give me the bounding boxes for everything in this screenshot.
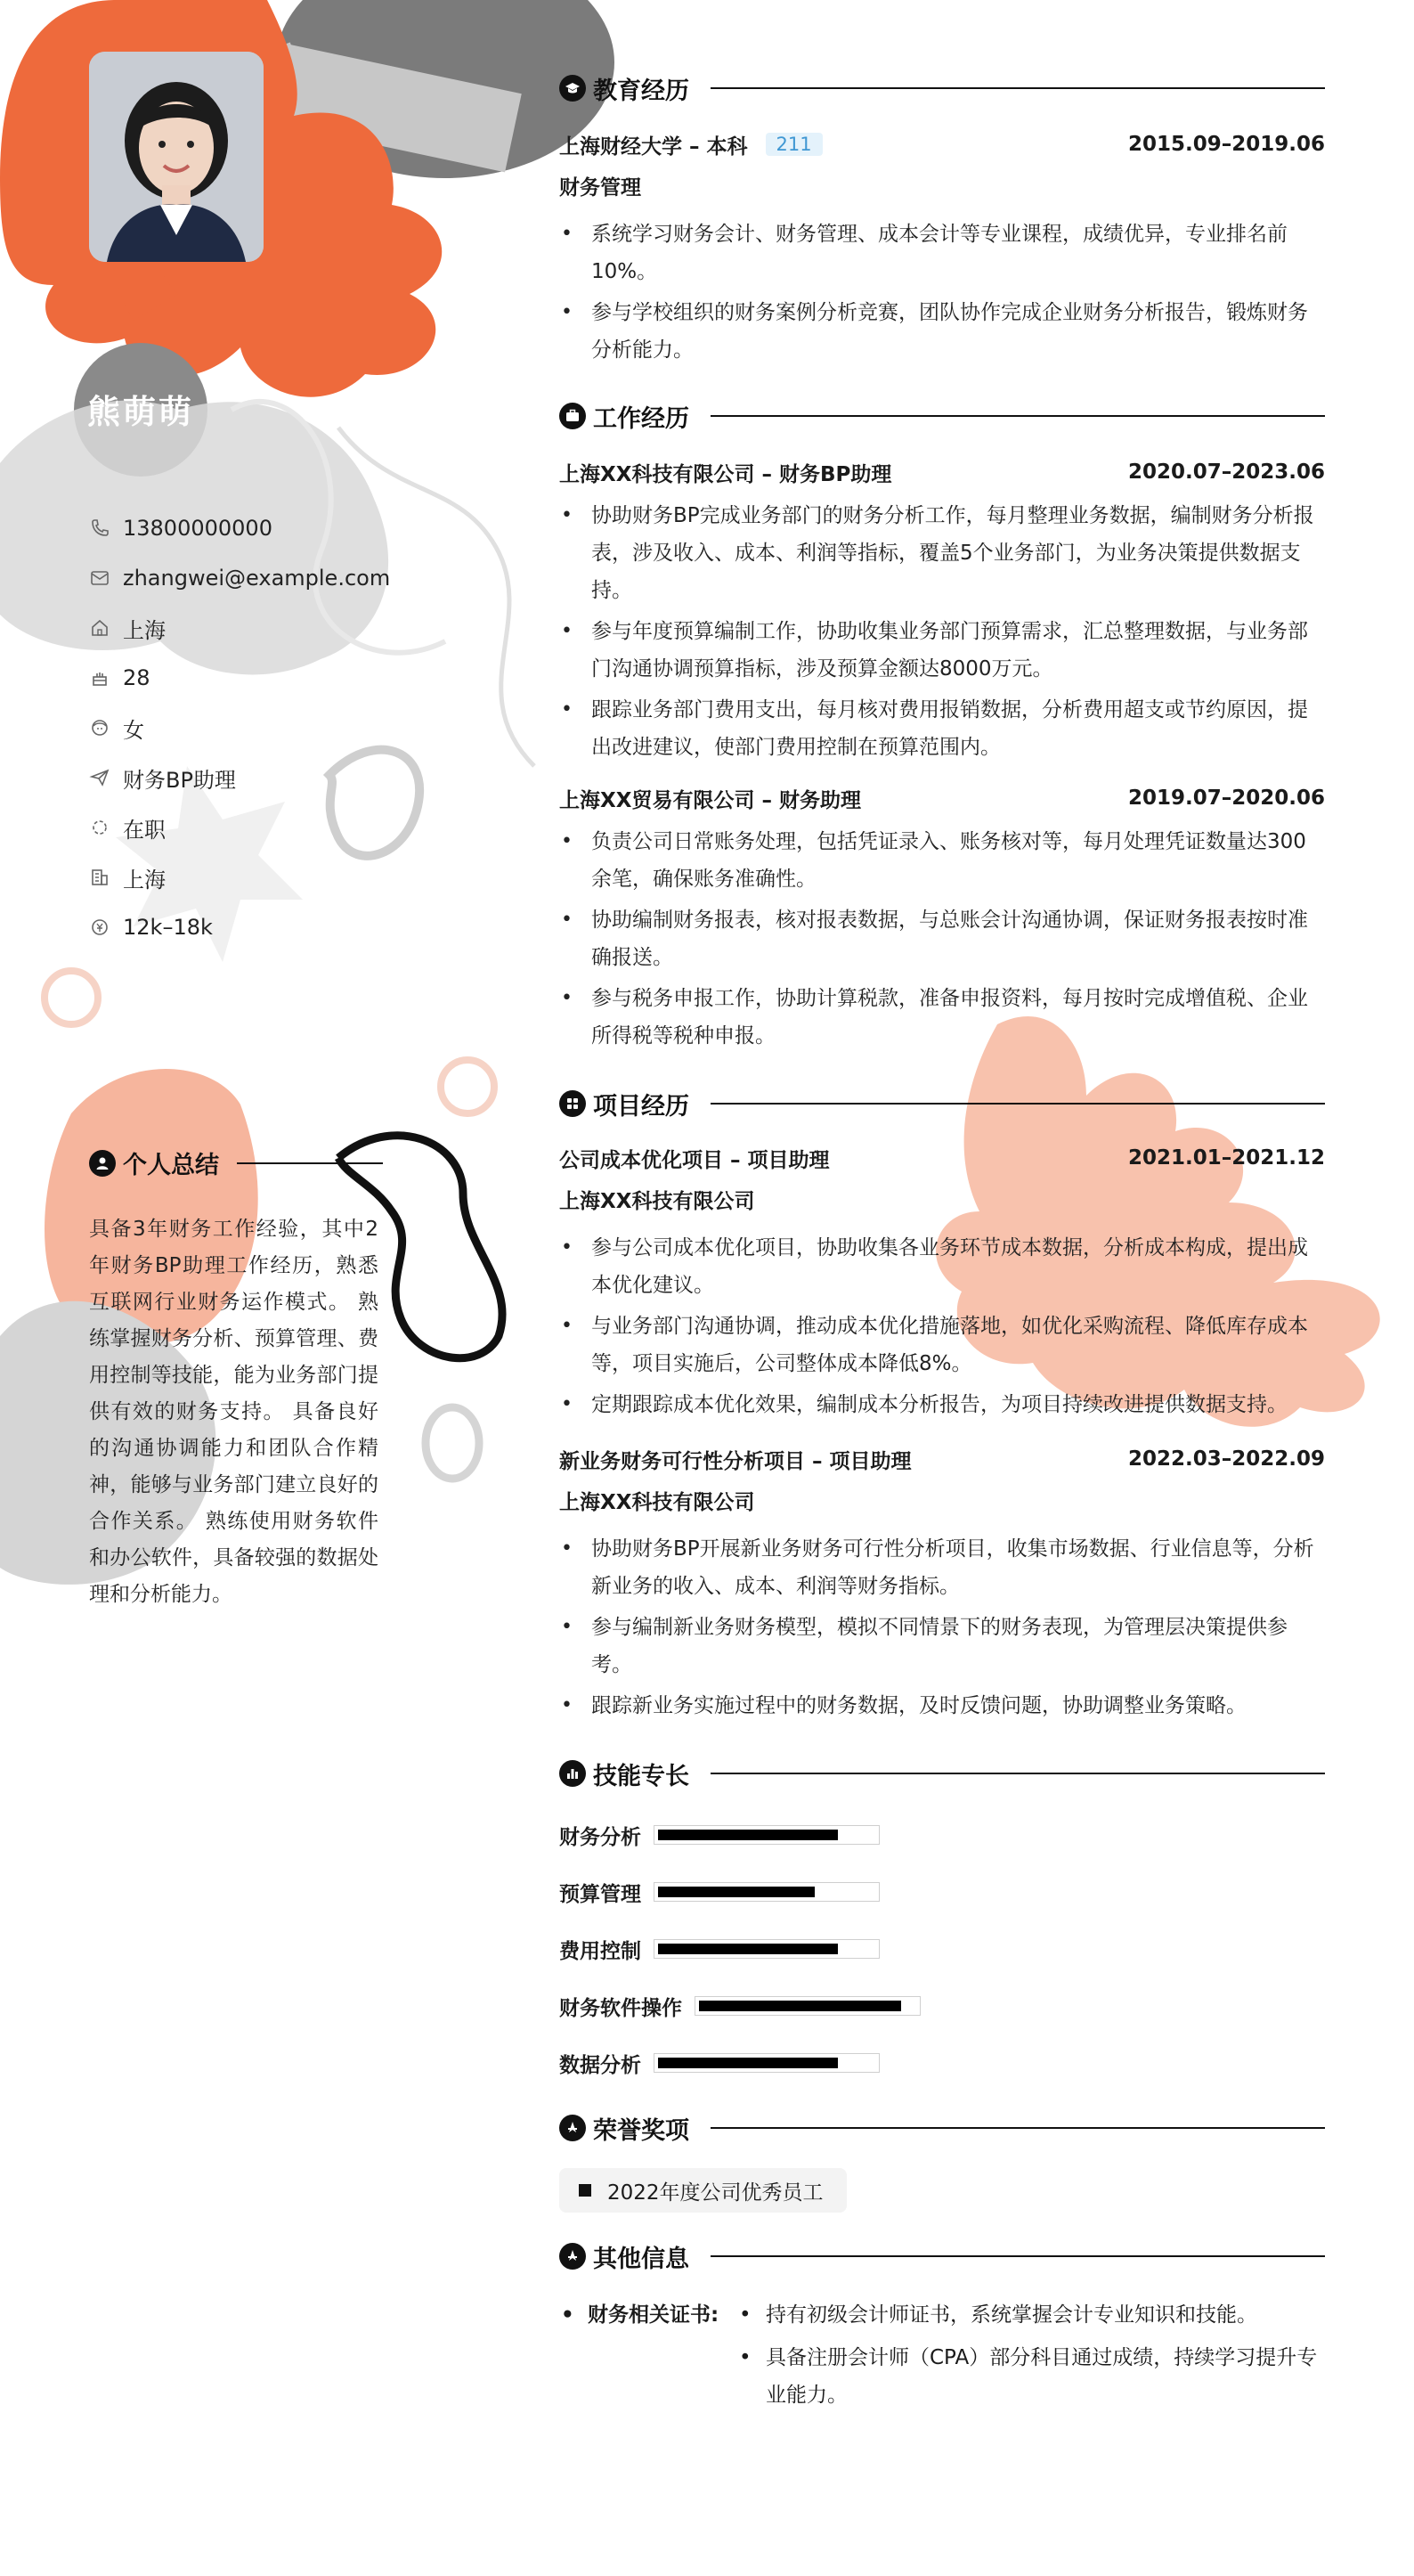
education-bullets xyxy=(559,216,1325,369)
email-row xyxy=(89,553,410,603)
skill-bar-fill xyxy=(699,2001,901,2011)
award-text: 2022年度公司优秀员工 xyxy=(607,2181,824,2205)
skill-bar xyxy=(654,1939,880,1959)
list-item: • 负责公司日常账务处理，包括凭证录入、账务核对等，每月处理凭证数量达300余笔，确保账务准确性。 xyxy=(559,823,1325,898)
list-item: • 持有初级会计师证书，系统掌握会计专业知识和技能。 xyxy=(735,2296,1325,2334)
gender-text: 女 xyxy=(123,717,144,743)
age-row xyxy=(89,653,410,703)
job-bullets xyxy=(559,823,1325,1055)
job-date: 2020.07–2023.06 xyxy=(1127,461,1325,484)
award-icon xyxy=(559,2243,586,2270)
project-name: 新业务财务可行性分析项目 – 项目助理 xyxy=(559,1449,912,1473)
list-item: • 协助编制财务报表，核对报表数据，与总账会计沟通协调，保证财务报表按时准确报送。 xyxy=(559,901,1325,976)
skills-section-header xyxy=(559,1753,1325,1794)
skill-bar xyxy=(654,1882,880,1902)
send-icon xyxy=(89,767,110,788)
project-bullets xyxy=(559,1229,1325,1423)
skill-row xyxy=(559,1863,1325,1920)
honors-title: 荣誉奖项 xyxy=(593,2116,689,2145)
job-date: 2019.07–2020.06 xyxy=(1127,787,1325,810)
mail-icon xyxy=(89,567,110,589)
skill-label: 数据分析 xyxy=(559,2053,641,2077)
certificates-list xyxy=(735,2296,1325,2419)
project-name: 公司成本优化项目 – 项目助理 xyxy=(559,1148,830,1172)
work-title: 工作经历 xyxy=(593,404,689,433)
phone-text: 13800000000 xyxy=(123,516,272,541)
skill-label: 费用控制 xyxy=(559,1939,641,1963)
location-row xyxy=(89,603,410,653)
status-icon xyxy=(89,817,110,838)
project-section-header xyxy=(559,1083,1325,1124)
position-row xyxy=(89,753,410,803)
certificates-label: • 财务相关证书: xyxy=(559,2296,735,2419)
divider xyxy=(711,87,1325,89)
list-item: • 系统学习财务会计、财务管理、成本会计等专业课程，成绩优异，专业排名前10%。 xyxy=(559,216,1325,290)
skill-bar-fill xyxy=(658,1830,838,1840)
list-item: • 参与年度预算编制工作，协助收集业务部门预算需求，汇总整理数据，与业务部门沟通协调预算指标，涉及预算金额达8000万元。 xyxy=(559,613,1325,688)
list-item: • 参与编制新业务财务模型，模拟不同情景下的财务表现，为管理层决策提供参考。 xyxy=(559,1609,1325,1683)
skill-label: 预算管理 xyxy=(559,1882,641,1906)
status-row xyxy=(89,803,410,852)
project-header xyxy=(559,1138,1325,1178)
award-icon xyxy=(559,2115,586,2141)
school-tag-badge: 211 xyxy=(766,133,823,156)
honors-section-header xyxy=(559,2107,1325,2148)
project-title: 项目经历 xyxy=(593,1092,689,1121)
salary-text: 12k–18k xyxy=(123,915,213,940)
project-date: 2022.03–2022.09 xyxy=(1127,1447,1325,1471)
job-company: 上海XX科技有限公司 – 财务BP助理 xyxy=(559,462,892,486)
main-content xyxy=(559,68,1325,2419)
job-header xyxy=(559,779,1325,818)
project-header xyxy=(559,1439,1325,1479)
divider xyxy=(711,2127,1325,2129)
candidate-name: 熊萌萌 xyxy=(87,393,194,431)
list-item: • 具备注册会计师（CPA）部分科目通过成绩，持续学习提升专业能力。 xyxy=(735,2339,1325,2414)
skills-title: 技能专长 xyxy=(593,1762,689,1790)
list-item: • 协助财务BP开展新业务财务可行性分析项目，收集市场数据、行业信息等，分析新业务的收入、成本、利润等财务指标。 xyxy=(559,1530,1325,1605)
skill-label: 财务分析 xyxy=(559,1825,641,1849)
graduation-cap-icon xyxy=(559,75,586,102)
skill-bar xyxy=(695,1996,921,2016)
age-text: 28 xyxy=(123,665,150,690)
divider xyxy=(711,1103,1325,1105)
skill-row xyxy=(559,2034,1325,2091)
school-name: 上海财经大学 – 本科 xyxy=(559,135,748,159)
divider xyxy=(237,1162,383,1164)
other-section-header xyxy=(559,2236,1325,2277)
building-icon xyxy=(89,867,110,888)
bar-chart-icon xyxy=(559,1760,586,1787)
skill-row xyxy=(559,1806,1325,1863)
skill-bar-fill xyxy=(658,2058,838,2068)
skill-row xyxy=(559,1920,1325,1977)
certificates-block xyxy=(559,2296,1325,2419)
summary-text: 具备3年财务工作经验，其中2年财务BP助理工作经历，熟悉互联网行业财务运作模式。 熟练掌握财务分析、预算管理、费用控制等技能，能为业务部门提供有效的财务支持。 具备良好的沟通协调能力和团队合作精神，能够与业务部门建立良好的合作关系。 熟练使用财务软件和办公软件，具备较强的数据处理和分析能力。 xyxy=(89,1218,378,1606)
summary-section-header xyxy=(89,1145,383,1180)
phone-icon xyxy=(89,518,110,539)
divider xyxy=(711,2255,1325,2257)
divider xyxy=(711,415,1325,417)
gender-row xyxy=(89,703,410,753)
award-badge xyxy=(559,2168,847,2213)
list-item: • 与业务部门沟通协调，推动成本优化措施落地，如优化采购流程、降低库存成本等，项目实施后，公司整体成本降低8%。 xyxy=(559,1308,1325,1382)
list-item: • 跟踪业务部门费用支出，每月核对费用报销数据，分析费用超支或节约原因，提出改进建议，使部门费用控制在预算范围内。 xyxy=(559,691,1325,766)
face-icon xyxy=(89,717,110,738)
education-section-header xyxy=(559,68,1325,109)
job-header xyxy=(559,452,1325,492)
education-title: 教育经历 xyxy=(593,77,689,105)
position-text: 财务BP助理 xyxy=(123,767,236,793)
education-major: 财务管理 xyxy=(559,176,641,200)
job-company: 上海XX贸易有限公司 – 财务助理 xyxy=(559,788,861,812)
work-section-header xyxy=(559,395,1325,436)
user-icon xyxy=(89,1150,116,1177)
portrait-image xyxy=(89,52,264,262)
project-org: 上海XX科技有限公司 xyxy=(559,1491,755,1514)
location-text: 上海 xyxy=(123,617,166,643)
project-bullets xyxy=(559,1530,1325,1724)
phone-row xyxy=(89,503,410,553)
list-item: • 跟踪新业务实施过程中的财务数据，及时反馈问题，协助调整业务策略。 xyxy=(559,1687,1325,1724)
project-date: 2021.01–2021.12 xyxy=(1127,1146,1325,1170)
skill-bar xyxy=(654,2053,880,2073)
list-item: • 参与税务申报工作，协助计算税款，准备申报资料，每月按时完成增值税、企业所得税等税种申报。 xyxy=(559,980,1325,1055)
coin-icon xyxy=(89,917,110,938)
job-bullets xyxy=(559,497,1325,766)
list-item: • 定期跟踪成本优化效果，编制成本分析报告，为项目持续改进提供数据支持。 xyxy=(559,1386,1325,1423)
skill-label: 财务软件操作 xyxy=(559,1996,682,2020)
city-row xyxy=(89,852,410,902)
status-text: 在职 xyxy=(123,817,166,843)
cake-icon xyxy=(89,667,110,689)
square-bullet-icon xyxy=(579,2184,591,2197)
contact-info xyxy=(89,503,410,952)
education-entry-header xyxy=(559,125,1325,164)
list-item: • 参与公司成本优化项目，协助收集各业务环节成本数据，分析成本构成，提出成本优化建议。 xyxy=(559,1229,1325,1304)
list-item: • 协助财务BP完成业务部门的财务分析工作，每月整理业务数据，编制财务分析报表，涉及收入、成本、利润等指标，覆盖5个业务部门，为业务决策提供数据支持。 xyxy=(559,497,1325,609)
other-title: 其他信息 xyxy=(593,2245,689,2273)
skill-bar xyxy=(654,1825,880,1845)
city-text: 上海 xyxy=(123,867,166,893)
briefcase-icon xyxy=(559,403,586,429)
profile-photo xyxy=(89,52,264,262)
grid-icon xyxy=(559,1090,586,1117)
education-date: 2015.09–2019.06 xyxy=(1127,133,1325,156)
salary-row xyxy=(89,902,410,952)
list-item: • 参与学校组织的财务案例分析竞赛，团队协作完成企业财务分析报告，锻炼财务分析能力。 xyxy=(559,294,1325,369)
summary-title: 个人总结 xyxy=(123,1152,219,1179)
skills-list xyxy=(559,1806,1325,2091)
skill-bar-fill xyxy=(658,1944,838,1954)
divider xyxy=(711,1773,1325,1774)
skill-bar-fill xyxy=(658,1887,815,1897)
project-org: 上海XX科技有限公司 xyxy=(559,1190,755,1213)
home-icon xyxy=(89,617,110,639)
skill-row xyxy=(559,1977,1325,2034)
email-text: zhangwei@example.com xyxy=(123,566,391,591)
